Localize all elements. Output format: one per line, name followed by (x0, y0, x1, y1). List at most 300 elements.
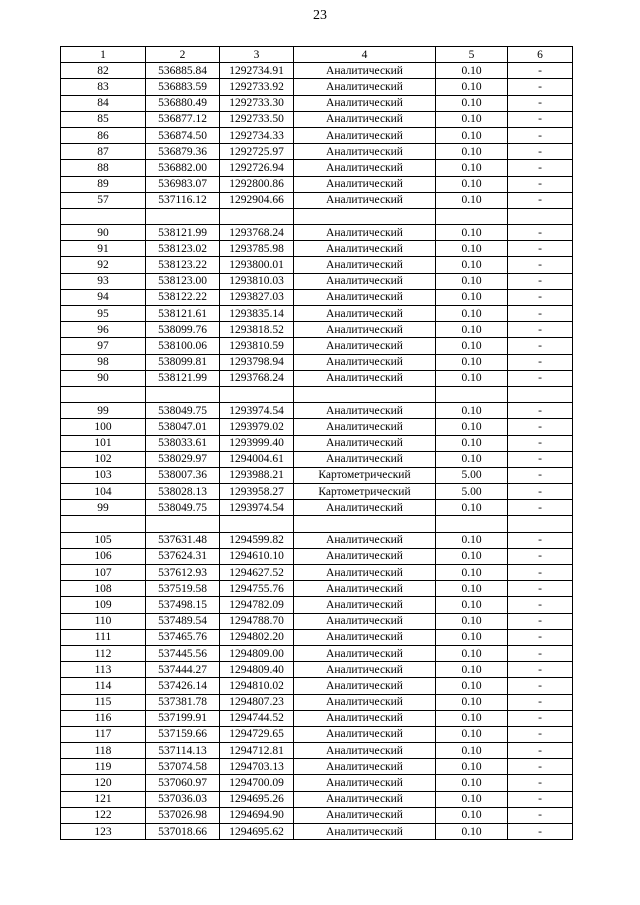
table-row (61, 419, 573, 435)
table-cell (436, 386, 508, 402)
table-row (61, 791, 573, 807)
table-cell: Картометрический (294, 467, 436, 483)
table-cell: 1294788.70 (220, 613, 294, 629)
table-cell: 1294695.26 (220, 791, 294, 807)
table-cell: 537519.58 (146, 581, 220, 597)
table-cell: 1294809.40 (220, 662, 294, 678)
table-cell: 0.10 (436, 273, 508, 289)
column-header: 6 (508, 47, 573, 63)
table-row (61, 403, 573, 419)
table-cell: 537381.78 (146, 694, 220, 710)
table-cell: - (508, 144, 573, 160)
table-cell: 536983.07 (146, 176, 220, 192)
table-cell: 1293958.27 (220, 484, 294, 500)
table-cell: 95 (61, 306, 146, 322)
table-cell: 1294802.20 (220, 629, 294, 645)
table-cell (436, 208, 508, 224)
table-cell: 1294712.81 (220, 743, 294, 759)
table-cell: 0.10 (436, 338, 508, 354)
table-cell: 1292800.86 (220, 176, 294, 192)
table-cell: 103 (61, 467, 146, 483)
table-cell: 538029.97 (146, 451, 220, 467)
table-cell: 537624.31 (146, 548, 220, 564)
table-cell: Аналитический (294, 63, 436, 79)
table-cell: 0.10 (436, 662, 508, 678)
table-cell: Аналитический (294, 419, 436, 435)
table-cell: 0.10 (436, 532, 508, 548)
table-cell: 1294729.65 (220, 726, 294, 742)
table-cell: Аналитический (294, 289, 436, 305)
table-cell: Аналитический (294, 581, 436, 597)
table-cell (220, 208, 294, 224)
table-cell: - (508, 548, 573, 564)
table-cell: Аналитический (294, 111, 436, 127)
table-cell: Аналитический (294, 759, 436, 775)
table-row (61, 532, 573, 548)
table-cell: - (508, 791, 573, 807)
table-cell: - (508, 662, 573, 678)
table-cell: 0.10 (436, 451, 508, 467)
table-cell: - (508, 160, 573, 176)
table-cell: - (508, 824, 573, 840)
table-cell: 1293988.21 (220, 467, 294, 483)
column-header: 1 (61, 47, 146, 63)
table-cell: 1294694.90 (220, 807, 294, 823)
table-cell: 115 (61, 694, 146, 710)
table-cell: 0.10 (436, 726, 508, 742)
table-cell: 88 (61, 160, 146, 176)
table-row (61, 144, 573, 160)
table-cell: 0.10 (436, 824, 508, 840)
table-body (61, 63, 573, 840)
table-row (61, 354, 573, 370)
table-cell: 0.10 (436, 354, 508, 370)
table-cell: 105 (61, 532, 146, 548)
table-cell: 86 (61, 127, 146, 143)
table-cell: 0.10 (436, 79, 508, 95)
table-cell (508, 208, 573, 224)
table-cell: 537489.54 (146, 613, 220, 629)
table-row (61, 548, 573, 564)
table-cell: Аналитический (294, 775, 436, 791)
table-cell: - (508, 354, 573, 370)
table-cell: 536882.00 (146, 160, 220, 176)
table-cell: 0.10 (436, 63, 508, 79)
table-cell: - (508, 127, 573, 143)
table-cell: Аналитический (294, 743, 436, 759)
table-cell: Аналитический (294, 176, 436, 192)
table-row (61, 500, 573, 516)
table-cell: - (508, 726, 573, 742)
table-cell: 536885.84 (146, 63, 220, 79)
table-cell: 537159.66 (146, 726, 220, 742)
table-row (61, 322, 573, 338)
table-cell (220, 516, 294, 532)
table-cell: 537114.13 (146, 743, 220, 759)
table-cell (146, 516, 220, 532)
table-cell: - (508, 678, 573, 694)
table-cell: 0.10 (436, 807, 508, 823)
table-cell: 1293810.03 (220, 273, 294, 289)
table-cell (508, 386, 573, 402)
table-row (61, 516, 573, 532)
table-cell: 0.10 (436, 322, 508, 338)
table-cell: 111 (61, 629, 146, 645)
table-cell: 0.10 (436, 581, 508, 597)
table-cell: 116 (61, 710, 146, 726)
table-row (61, 629, 573, 645)
table-row (61, 289, 573, 305)
table-cell: - (508, 370, 573, 386)
table-cell: - (508, 111, 573, 127)
table-cell: Аналитический (294, 225, 436, 241)
table-cell: Аналитический (294, 192, 436, 208)
table-cell: Аналитический (294, 273, 436, 289)
table-cell: - (508, 322, 573, 338)
table-cell: 1292734.91 (220, 63, 294, 79)
table-row (61, 467, 573, 483)
table-cell: 0.10 (436, 289, 508, 305)
table-cell: 1293798.94 (220, 354, 294, 370)
table-cell: 537444.27 (146, 662, 220, 678)
table-cell: 0.10 (436, 500, 508, 516)
table-cell: 537026.98 (146, 807, 220, 823)
table-cell: Аналитический (294, 127, 436, 143)
table-cell: 113 (61, 662, 146, 678)
table-cell: 1293785.98 (220, 241, 294, 257)
table-cell: 1294627.52 (220, 565, 294, 581)
table-cell (294, 208, 436, 224)
table-cell: - (508, 565, 573, 581)
table-cell: Аналитический (294, 710, 436, 726)
table-cell: 112 (61, 645, 146, 661)
table-cell: - (508, 775, 573, 791)
table-cell: - (508, 95, 573, 111)
table-row (61, 192, 573, 208)
table-cell: 1292733.30 (220, 95, 294, 111)
table-cell (294, 386, 436, 402)
table-cell: 0.10 (436, 370, 508, 386)
table-cell: 1294599.82 (220, 532, 294, 548)
table-cell: 0.10 (436, 743, 508, 759)
table-cell: 538122.22 (146, 289, 220, 305)
table-cell: 87 (61, 144, 146, 160)
table-cell: - (508, 613, 573, 629)
table-cell (294, 516, 436, 532)
table-cell: 0.10 (436, 565, 508, 581)
table-cell: Аналитический (294, 241, 436, 257)
table-cell: 538123.22 (146, 257, 220, 273)
table-row (61, 273, 573, 289)
table-cell: Аналитический (294, 613, 436, 629)
table-cell: - (508, 241, 573, 257)
table-cell: Аналитический (294, 645, 436, 661)
table-row (61, 759, 573, 775)
table-cell: Аналитический (294, 565, 436, 581)
table-cell: 1292726.94 (220, 160, 294, 176)
table-cell: 0.10 (436, 144, 508, 160)
table-cell: 538123.02 (146, 241, 220, 257)
table-cell: 1294810.02 (220, 678, 294, 694)
table-cell: 0.10 (436, 678, 508, 694)
table-cell: 1292733.50 (220, 111, 294, 127)
table-row (61, 743, 573, 759)
table-cell: 1293974.54 (220, 500, 294, 516)
table-row (61, 613, 573, 629)
table-cell: 0.10 (436, 645, 508, 661)
table-cell: 0.10 (436, 548, 508, 564)
table-cell (146, 208, 220, 224)
table-cell: - (508, 338, 573, 354)
table-cell: 121 (61, 791, 146, 807)
table-cell: 537060.97 (146, 775, 220, 791)
table-cell: 0.10 (436, 694, 508, 710)
table-cell: 1294809.00 (220, 645, 294, 661)
table-row (61, 807, 573, 823)
table-cell: - (508, 484, 573, 500)
table-cell: 538100.06 (146, 338, 220, 354)
table-cell: Аналитический (294, 144, 436, 160)
table-header-row (61, 47, 573, 63)
table-cell: 93 (61, 273, 146, 289)
table-cell: 1294703.13 (220, 759, 294, 775)
table-cell: 0.10 (436, 775, 508, 791)
table-cell: 0.10 (436, 791, 508, 807)
table-cell: 98 (61, 354, 146, 370)
table-cell: - (508, 629, 573, 645)
table-cell: Аналитический (294, 532, 436, 548)
table-cell: - (508, 192, 573, 208)
table-cell (61, 208, 146, 224)
table-cell: 0.10 (436, 403, 508, 419)
table-cell: 1293800.01 (220, 257, 294, 273)
table-cell: 1294782.09 (220, 597, 294, 613)
table-cell: Аналитический (294, 791, 436, 807)
table-cell: Аналитический (294, 500, 436, 516)
table-cell: 0.10 (436, 176, 508, 192)
table-cell: 537426.14 (146, 678, 220, 694)
table-row (61, 435, 573, 451)
table-row (61, 726, 573, 742)
table-cell: Аналитический (294, 370, 436, 386)
table-cell: 538099.81 (146, 354, 220, 370)
table-cell: 0.10 (436, 192, 508, 208)
table-cell: 117 (61, 726, 146, 742)
table-cell: 0.10 (436, 597, 508, 613)
table-cell (61, 516, 146, 532)
table-cell: 537612.93 (146, 565, 220, 581)
table-row (61, 208, 573, 224)
table-cell: Аналитический (294, 662, 436, 678)
table-cell: 96 (61, 322, 146, 338)
table-cell: 1294755.76 (220, 581, 294, 597)
table-row (61, 111, 573, 127)
table-cell: 1294695.62 (220, 824, 294, 840)
table-cell: 537199.91 (146, 710, 220, 726)
table-cell: 537498.15 (146, 597, 220, 613)
table-cell: 536877.12 (146, 111, 220, 127)
table-cell: 537036.03 (146, 791, 220, 807)
table-cell: Аналитический (294, 726, 436, 742)
table-cell: Аналитический (294, 338, 436, 354)
table-cell: - (508, 743, 573, 759)
table-cell: 108 (61, 581, 146, 597)
table-row (61, 597, 573, 613)
table-cell: 538099.76 (146, 322, 220, 338)
coordinates-table (60, 46, 573, 840)
table-cell: 84 (61, 95, 146, 111)
table-cell: 119 (61, 759, 146, 775)
table-cell: 1294744.52 (220, 710, 294, 726)
table-cell: 114 (61, 678, 146, 694)
table-cell (436, 516, 508, 532)
table-cell: - (508, 710, 573, 726)
table-cell: 0.10 (436, 127, 508, 143)
table-cell: 0.10 (436, 419, 508, 435)
table-cell: - (508, 645, 573, 661)
table-row (61, 645, 573, 661)
table-cell: 0.10 (436, 160, 508, 176)
table-cell: 91 (61, 241, 146, 257)
table-cell: 0.10 (436, 613, 508, 629)
table-cell: Аналитический (294, 548, 436, 564)
table-cell: Аналитический (294, 322, 436, 338)
table-cell: 538049.75 (146, 403, 220, 419)
table-cell: 538028.13 (146, 484, 220, 500)
table-cell: 537018.66 (146, 824, 220, 840)
table-cell: Аналитический (294, 160, 436, 176)
table-cell: 1293974.54 (220, 403, 294, 419)
column-header: 3 (220, 47, 294, 63)
table-cell: 538121.99 (146, 370, 220, 386)
table-row (61, 662, 573, 678)
table-cell: Аналитический (294, 403, 436, 419)
table-row (61, 678, 573, 694)
table-cell: 1294004.61 (220, 451, 294, 467)
table-cell: 102 (61, 451, 146, 467)
table-cell: 538121.61 (146, 306, 220, 322)
table-cell: 123 (61, 824, 146, 840)
table-cell: 0.10 (436, 306, 508, 322)
table-cell: 99 (61, 403, 146, 419)
table-cell: Аналитический (294, 629, 436, 645)
table-cell: - (508, 694, 573, 710)
table-cell: 0.10 (436, 710, 508, 726)
table-cell: 536879.36 (146, 144, 220, 160)
table-cell: - (508, 532, 573, 548)
table-row (61, 824, 573, 840)
table-row (61, 63, 573, 79)
table-cell: 536874.50 (146, 127, 220, 143)
table-cell: 0.10 (436, 435, 508, 451)
table-cell (508, 516, 573, 532)
table-cell: 1292725.97 (220, 144, 294, 160)
table-cell: 1293818.52 (220, 322, 294, 338)
table-cell: 82 (61, 63, 146, 79)
table-cell: 1293827.03 (220, 289, 294, 305)
table-cell: 1294807.23 (220, 694, 294, 710)
table-cell: 5.00 (436, 467, 508, 483)
table-row (61, 565, 573, 581)
table-row (61, 484, 573, 500)
table-cell: 537631.48 (146, 532, 220, 548)
table-cell: - (508, 451, 573, 467)
table-cell: 0.10 (436, 629, 508, 645)
table-cell: 0.10 (436, 241, 508, 257)
table-row (61, 386, 573, 402)
table-cell: - (508, 225, 573, 241)
table-cell: 1292904.66 (220, 192, 294, 208)
table-cell: 90 (61, 225, 146, 241)
table-row (61, 306, 573, 322)
table-cell: - (508, 419, 573, 435)
table-cell: 1293835.14 (220, 306, 294, 322)
table-cell: 90 (61, 370, 146, 386)
table-cell: 536883.59 (146, 79, 220, 95)
table-row (61, 127, 573, 143)
table-cell: Аналитический (294, 451, 436, 467)
table-cell: 0.10 (436, 225, 508, 241)
table-cell: - (508, 306, 573, 322)
table-row (61, 176, 573, 192)
table-cell: - (508, 289, 573, 305)
table-cell: - (508, 79, 573, 95)
table-cell: Аналитический (294, 807, 436, 823)
table-row (61, 581, 573, 597)
table-row (61, 79, 573, 95)
table-cell: 85 (61, 111, 146, 127)
table-row (61, 160, 573, 176)
table-cell: - (508, 500, 573, 516)
table-cell: 0.10 (436, 759, 508, 775)
table-cell: Аналитический (294, 306, 436, 322)
table-cell: 122 (61, 807, 146, 823)
table-row (61, 338, 573, 354)
table-cell: 57 (61, 192, 146, 208)
table-cell: Аналитический (294, 678, 436, 694)
table-row (61, 710, 573, 726)
table-cell: - (508, 467, 573, 483)
table-cell: 0.10 (436, 111, 508, 127)
page-number: 23 (313, 8, 327, 23)
table-cell: 106 (61, 548, 146, 564)
table-row (61, 257, 573, 273)
table-cell: 1293768.24 (220, 370, 294, 386)
table-cell: - (508, 581, 573, 597)
table-cell: 538047.01 (146, 419, 220, 435)
table-cell: 538121.99 (146, 225, 220, 241)
table-cell (146, 386, 220, 402)
table-cell (220, 386, 294, 402)
table-cell: - (508, 759, 573, 775)
table-cell: 97 (61, 338, 146, 354)
table-cell: 1293979.02 (220, 419, 294, 435)
table-cell: 537445.56 (146, 645, 220, 661)
table-row (61, 95, 573, 111)
table-cell: 1292734.33 (220, 127, 294, 143)
table-cell: 104 (61, 484, 146, 500)
table-cell: - (508, 597, 573, 613)
table-cell: 537116.12 (146, 192, 220, 208)
table-cell: Картометрический (294, 484, 436, 500)
table-cell: 99 (61, 500, 146, 516)
table-cell: 120 (61, 775, 146, 791)
table-cell: Аналитический (294, 79, 436, 95)
table-cell: 1294610.10 (220, 548, 294, 564)
table-cell: 101 (61, 435, 146, 451)
table-cell: 107 (61, 565, 146, 581)
table-cell: - (508, 273, 573, 289)
